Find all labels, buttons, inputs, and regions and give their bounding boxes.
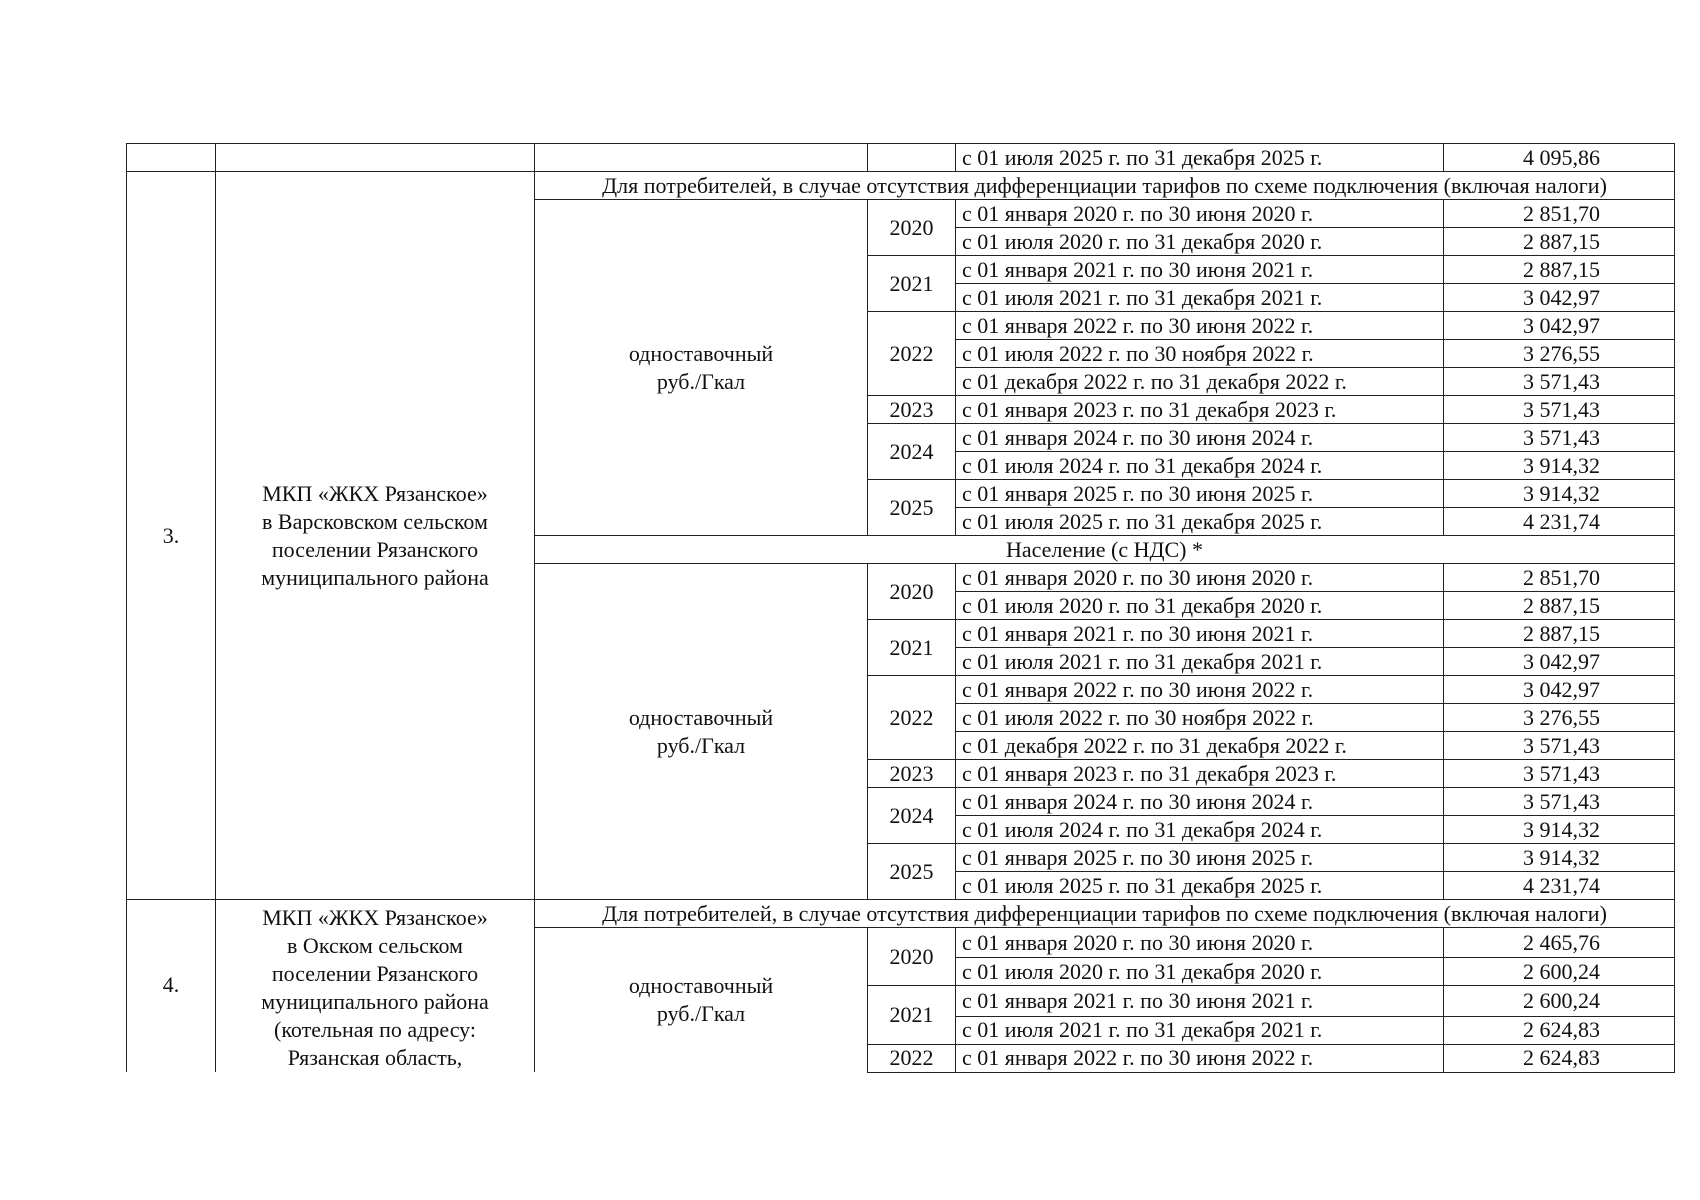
year-cell: 2020 (868, 200, 956, 256)
year-cell-empty (868, 144, 956, 172)
value-cell: 3 042,97 (1444, 648, 1675, 676)
value-cell: 2 624,83 (1444, 1016, 1675, 1044)
tariff-cell-empty (535, 144, 868, 172)
period-cell: с 01 января 2024 г. по 30 июня 2024 г. (956, 788, 1444, 816)
tariff-type (535, 564, 868, 900)
period-cell: с 01 июля 2021 г. по 31 декабря 2021 г. (956, 284, 1444, 312)
value-cell: 2 600,24 (1444, 958, 1675, 986)
org-name-line: в Варсковском сельском (262, 508, 488, 534)
period-cell: с 01 января 2023 г. по 31 декабря 2023 г. (956, 760, 1444, 788)
period-cell: с 01 июля 2022 г. по 30 ноября 2022 г. (956, 704, 1444, 732)
section-number: 3. (127, 172, 216, 900)
table-row (127, 900, 1675, 928)
year-cell: 2021 (868, 620, 956, 676)
org-name-line: муниципального района (261, 989, 489, 1014)
table-row (127, 172, 1675, 200)
period-cell: с 01 января 2022 г. по 30 июня 2022 г. (956, 676, 1444, 704)
value-cell: 2 600,24 (1444, 986, 1675, 1016)
table-row (127, 144, 1675, 172)
org-name-line: МКП «ЖКХ Рязанское» (262, 480, 488, 506)
period-cell: с 01 января 2025 г. по 30 июня 2025 г. (956, 480, 1444, 508)
value-cell: 2 851,70 (1444, 564, 1675, 592)
org-name-line: в Окском сельском (287, 933, 463, 958)
value-cell: 3 914,32 (1444, 816, 1675, 844)
tariff-type (535, 200, 868, 536)
period-cell: с 01 июля 2025 г. по 31 декабря 2025 г. (956, 508, 1444, 536)
number-cell-empty (127, 144, 216, 172)
value-cell: 4 095,86 (1444, 144, 1675, 172)
tariff-type-line: одноставочный (628, 973, 774, 998)
value-cell: 2 851,70 (1444, 200, 1675, 228)
period-cell: с 01 июля 2021 г. по 31 декабря 2021 г. (956, 648, 1444, 676)
year-cell: 2022 (868, 312, 956, 396)
org-name (216, 172, 535, 900)
tariff-type-line: одноставочный (628, 704, 774, 730)
tariff-type-line: руб./Гкал (656, 1001, 746, 1026)
value-cell: 2 465,76 (1444, 928, 1675, 958)
period-cell: с 01 декабря 2022 г. по 31 декабря 2022 г. (956, 732, 1444, 760)
org-name-line: Рязанская область, (287, 1045, 463, 1070)
year-cell: 2025 (868, 844, 956, 900)
period-cell: с 01 июля 2025 г. по 31 декабря 2025 г. (956, 872, 1444, 900)
value-cell: 3 042,97 (1444, 312, 1675, 340)
period-cell: с 01 января 2024 г. по 30 июня 2024 г. (956, 424, 1444, 452)
value-cell: 3 276,55 (1444, 340, 1675, 368)
tariff-type-line: руб./Гкал (656, 732, 746, 758)
org-name-line: МКП «ЖКХ Рязанское» (262, 905, 488, 930)
tariff-type (535, 928, 868, 1073)
section-number: 4. (127, 900, 216, 1073)
year-cell: 2022 (868, 1044, 956, 1072)
value-cell: 3 571,43 (1444, 396, 1675, 424)
year-cell: 2023 (868, 396, 956, 424)
org-name-line: поселении Рязанского (271, 961, 479, 986)
value-cell: 2 887,15 (1444, 228, 1675, 256)
value-cell: 2 624,83 (1444, 1044, 1675, 1072)
period-cell: с 01 июля 2025 г. по 31 декабря 2025 г. (956, 144, 1444, 172)
tariff-table-body (127, 144, 1675, 1073)
group-header: Для потребителей, в случае отсутствия дифференциации тарифов по схеме подключения (включая налоги) (535, 172, 1675, 200)
period-cell: с 01 января 2020 г. по 30 июня 2020 г. (956, 200, 1444, 228)
year-cell: 2024 (868, 424, 956, 480)
value-cell: 3 571,43 (1444, 732, 1675, 760)
period-cell: с 01 июля 2020 г. по 31 декабря 2020 г. (956, 592, 1444, 620)
group-header: Для потребителей, в случае отсутствия дифференциации тарифов по схеме подключения (включая налоги) (535, 900, 1675, 928)
value-cell: 3 042,97 (1444, 676, 1675, 704)
org-cell-empty (216, 144, 535, 172)
period-cell: с 01 декабря 2022 г. по 31 декабря 2022 г. (956, 368, 1444, 396)
year-cell: 2023 (868, 760, 956, 788)
value-cell: 4 231,74 (1444, 872, 1675, 900)
value-cell: 3 571,43 (1444, 424, 1675, 452)
period-cell: с 01 января 2022 г. по 30 июня 2022 г. (956, 1044, 1444, 1072)
tariff-table (126, 143, 1675, 1073)
value-cell: 3 042,97 (1444, 284, 1675, 312)
year-cell: 2020 (868, 928, 956, 986)
tariff-type-line: одноставочный (628, 340, 774, 366)
value-cell: 3 571,43 (1444, 760, 1675, 788)
org-name-line: (котельная по адресу: (274, 1017, 476, 1042)
org-name (216, 900, 535, 1073)
year-cell: 2022 (868, 676, 956, 760)
org-name-line: муниципального района (261, 564, 489, 590)
year-cell: 2020 (868, 564, 956, 620)
period-cell: с 01 января 2021 г. по 30 июня 2021 г. (956, 620, 1444, 648)
value-cell: 3 276,55 (1444, 704, 1675, 732)
value-cell: 2 887,15 (1444, 256, 1675, 284)
year-cell: 2025 (868, 480, 956, 536)
period-cell: с 01 января 2025 г. по 30 июня 2025 г. (956, 844, 1444, 872)
year-cell: 2024 (868, 788, 956, 844)
org-name-line: поселении Рязанского (271, 536, 479, 562)
tariff-type-line: руб./Гкал (656, 368, 746, 394)
year-cell: 2021 (868, 256, 956, 312)
value-cell: 3 571,43 (1444, 368, 1675, 396)
period-cell: с 01 июля 2020 г. по 31 декабря 2020 г. (956, 228, 1444, 256)
period-cell: с 01 января 2022 г. по 30 июня 2022 г. (956, 312, 1444, 340)
value-cell: 3 571,43 (1444, 788, 1675, 816)
year-cell: 2021 (868, 986, 956, 1044)
period-cell: с 01 января 2023 г. по 31 декабря 2023 г. (956, 396, 1444, 424)
period-cell: с 01 января 2021 г. по 30 июня 2021 г. (956, 256, 1444, 284)
period-cell: с 01 января 2021 г. по 30 июня 2021 г. (956, 986, 1444, 1016)
period-cell: с 01 июля 2022 г. по 30 ноября 2022 г. (956, 340, 1444, 368)
period-cell: с 01 января 2020 г. по 30 июня 2020 г. (956, 928, 1444, 958)
period-cell: с 01 января 2020 г. по 30 июня 2020 г. (956, 564, 1444, 592)
value-cell: 2 887,15 (1444, 620, 1675, 648)
period-cell: с 01 июля 2021 г. по 31 декабря 2021 г. (956, 1016, 1444, 1044)
group-header: Население (с НДС) * (535, 536, 1675, 564)
value-cell: 3 914,32 (1444, 480, 1675, 508)
period-cell: с 01 июля 2024 г. по 31 декабря 2024 г. (956, 816, 1444, 844)
value-cell: 4 231,74 (1444, 508, 1675, 536)
period-cell: с 01 июля 2024 г. по 31 декабря 2024 г. (956, 452, 1444, 480)
value-cell: 2 887,15 (1444, 592, 1675, 620)
period-cell: с 01 июля 2020 г. по 31 декабря 2020 г. (956, 958, 1444, 986)
value-cell: 3 914,32 (1444, 844, 1675, 872)
value-cell: 3 914,32 (1444, 452, 1675, 480)
